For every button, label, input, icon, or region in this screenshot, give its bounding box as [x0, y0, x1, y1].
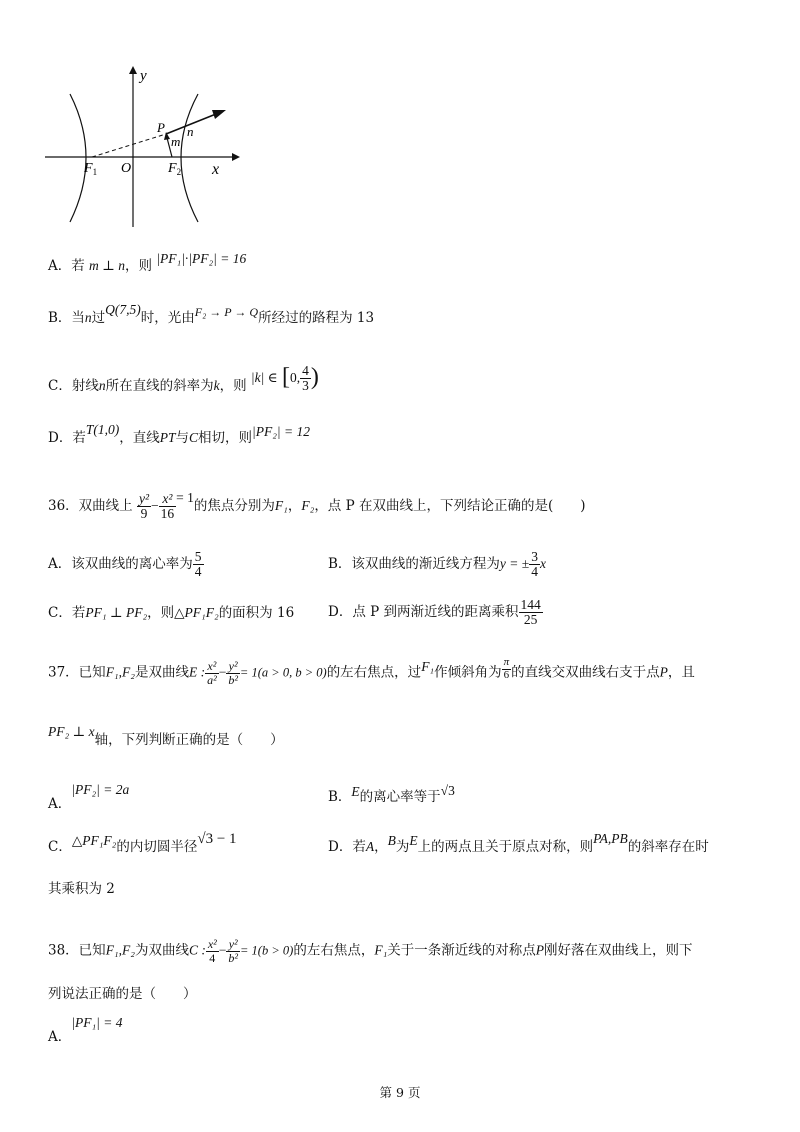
hyperbola-figure: [40, 62, 240, 232]
q37-option-a: A．|PF₂| = 2a: [48, 782, 130, 812]
label-F1: $F_1$: [84, 161, 98, 177]
q37-stem: 37．已知F₁,F₂是双曲线E : $\frac{\text{x²}}{\text{a²}}$ − $\frac{\text{y²}}{\text{b²}}$ = 1(a > 0, b > 0)的左右焦点，过F₁作倾斜角为 $\frac{\pi}{6}$ 的直线交双曲线右支于点P，且: [48, 656, 695, 687]
ray-n-arrow: [212, 110, 226, 119]
q38-line2: 列说法正确的是（ ）: [48, 986, 197, 1002]
label-y: y: [140, 68, 147, 84]
q35-option-a: A．若 m ⊥ n，则 |PF₁|·|PF₂| = 16: [48, 251, 247, 274]
q36-stem: 36．双曲线上 $\frac{\text{y²}}{9}$ − $\frac{\text{x²}}{16}$ = 1的焦点分别为F₁，F₂，点 P 在双曲线上，下列结论正确的是( ): [48, 490, 586, 522]
q37-option-b: B．E的离心率等于√3: [328, 783, 455, 805]
label-n: n: [187, 124, 194, 139]
hyperbola-right-branch: [181, 94, 198, 222]
q38-option-a: A．|PF₁| = 4: [48, 1015, 123, 1045]
q37-option-d: D．若A，B为E上的两点且关于原点对称，则PA,PB的斜率存在时: [328, 831, 709, 855]
q36-option-c: C．若PF₁ ⊥ PF₂，则△PF₁F₂的面积为 16: [48, 605, 295, 621]
q38-stem: 38．已知F₁,F₂为双曲线C : $\frac{\text{x²}}{4}$ − $\frac{\text{y²}}{\text{b²}}$ = 1(b > 0)的左右焦点，F₁关于一条渐近线的对称点P刚好落在双曲线上，则下: [48, 937, 693, 965]
page-number: 第 9 页: [379, 1085, 421, 1100]
q35-option-c: C．射线n所在直线的斜率为k，则 |k| ∈ [0, $\frac{4}{3}$ ): [48, 362, 319, 394]
label-F2: $F_2$: [168, 161, 182, 177]
q35-option-d: D．若T(1,0)，直线PT与C相切，则|PF₂| = 12: [48, 422, 310, 446]
y-axis-arrow: [129, 66, 137, 74]
label-x: x: [212, 161, 220, 178]
q37-line2: PF₂ ⊥ x轴，下列判断正确的是（ ）: [48, 724, 284, 748]
f1-p-dashed-line: [92, 134, 166, 157]
q36-option-d: D．点 P 到两渐近线的距离乘积 $\frac{144}{25}$: [328, 597, 541, 628]
q36-option-b: B．该双曲线的渐近线方程为y = ± $\frac{3}{4}$ x: [328, 549, 546, 580]
x-axis-arrow: [232, 153, 240, 161]
q36-option-a: A．该双曲线的离心率为 $\frac{5}{4}$: [48, 549, 202, 580]
label-O: O: [121, 161, 132, 176]
hyperbola-left-branch: [70, 94, 86, 222]
q35-option-b: B．当n过Q(7,5)时，光由F₂ → P → Q所经过的路程为 13: [48, 302, 375, 326]
label-P: P: [157, 120, 165, 135]
q37-option-d-line2: 其乘积为 2: [48, 881, 115, 897]
label-m: m: [171, 134, 181, 149]
q37-option-c: C．△PF₁F₂的内切圆半径√3 − 1: [48, 831, 237, 855]
